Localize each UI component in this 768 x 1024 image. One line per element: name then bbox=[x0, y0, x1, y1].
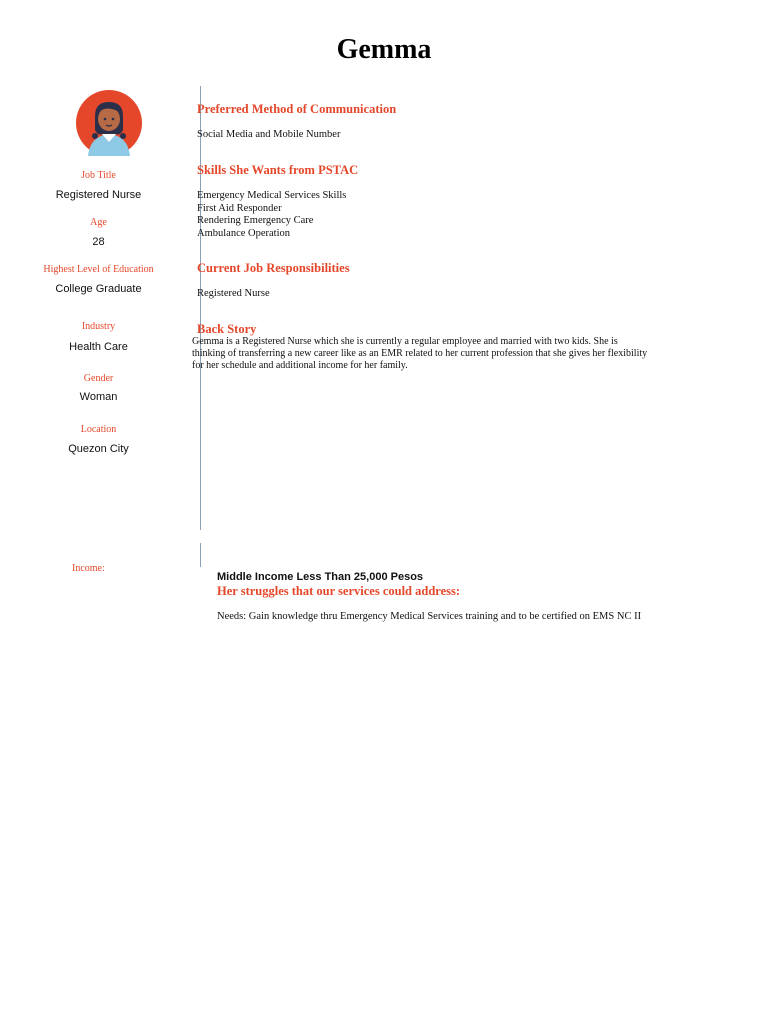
persona-name: Gemma bbox=[336, 34, 432, 65]
communication-heading: Preferred Method of Communication bbox=[197, 102, 397, 116]
job-title-value: Registered Nurse bbox=[55, 189, 142, 201]
list-item: First Aid Responder bbox=[197, 202, 282, 214]
list-item: Rendering Emergency Care bbox=[197, 215, 314, 226]
job-responsibilities-text: Registered Nurse bbox=[197, 288, 270, 299]
list-item: Emergency Medical Services Skills bbox=[197, 190, 347, 201]
income-divider bbox=[200, 543, 201, 567]
communication-text: Social Media and Mobile Number bbox=[197, 129, 341, 140]
age-value: 28 bbox=[92, 236, 105, 248]
section-divider bbox=[200, 86, 201, 530]
job-responsibilities-heading: Current Job Responsibilities bbox=[197, 261, 350, 275]
income-label: Income: bbox=[72, 563, 105, 574]
education-value: College Graduate bbox=[55, 283, 142, 295]
job-title-label: Job Title bbox=[81, 170, 116, 181]
needs-text: Needs: Gain knowledge thru Emergency Medical Services training and to be certified on EMS NC II bbox=[217, 611, 642, 622]
woman-avatar-icon bbox=[76, 90, 142, 156]
list-item: Ambulance Operation bbox=[197, 227, 291, 239]
skills-list bbox=[197, 190, 346, 240]
industry-label: Industry bbox=[81, 321, 116, 332]
gender-label: Gender bbox=[83, 373, 114, 384]
back-story-heading: Back Story bbox=[197, 322, 257, 336]
age-label: Age bbox=[90, 217, 107, 228]
back-story-text: Gemma is a Registered Nurse which she is currently a regular employee and married with two kids. She is thinking of transferring a new career like as an EMR related to her current profession that she gives her flexibility for her schedule and additional income for her family. bbox=[192, 336, 648, 371]
education-label: Highest Level of Education bbox=[43, 264, 154, 275]
skills-heading: Skills She Wants from PSTAC bbox=[197, 163, 359, 177]
industry-value: Health Care bbox=[69, 341, 128, 353]
struggles-heading: Her struggles that our services could address: bbox=[217, 584, 461, 598]
location-label: Location bbox=[80, 424, 117, 435]
income-value: Middle Income Less Than 25,000 Pesos bbox=[217, 571, 424, 583]
location-value: Quezon City bbox=[68, 443, 129, 455]
gender-value: Woman bbox=[79, 391, 118, 403]
